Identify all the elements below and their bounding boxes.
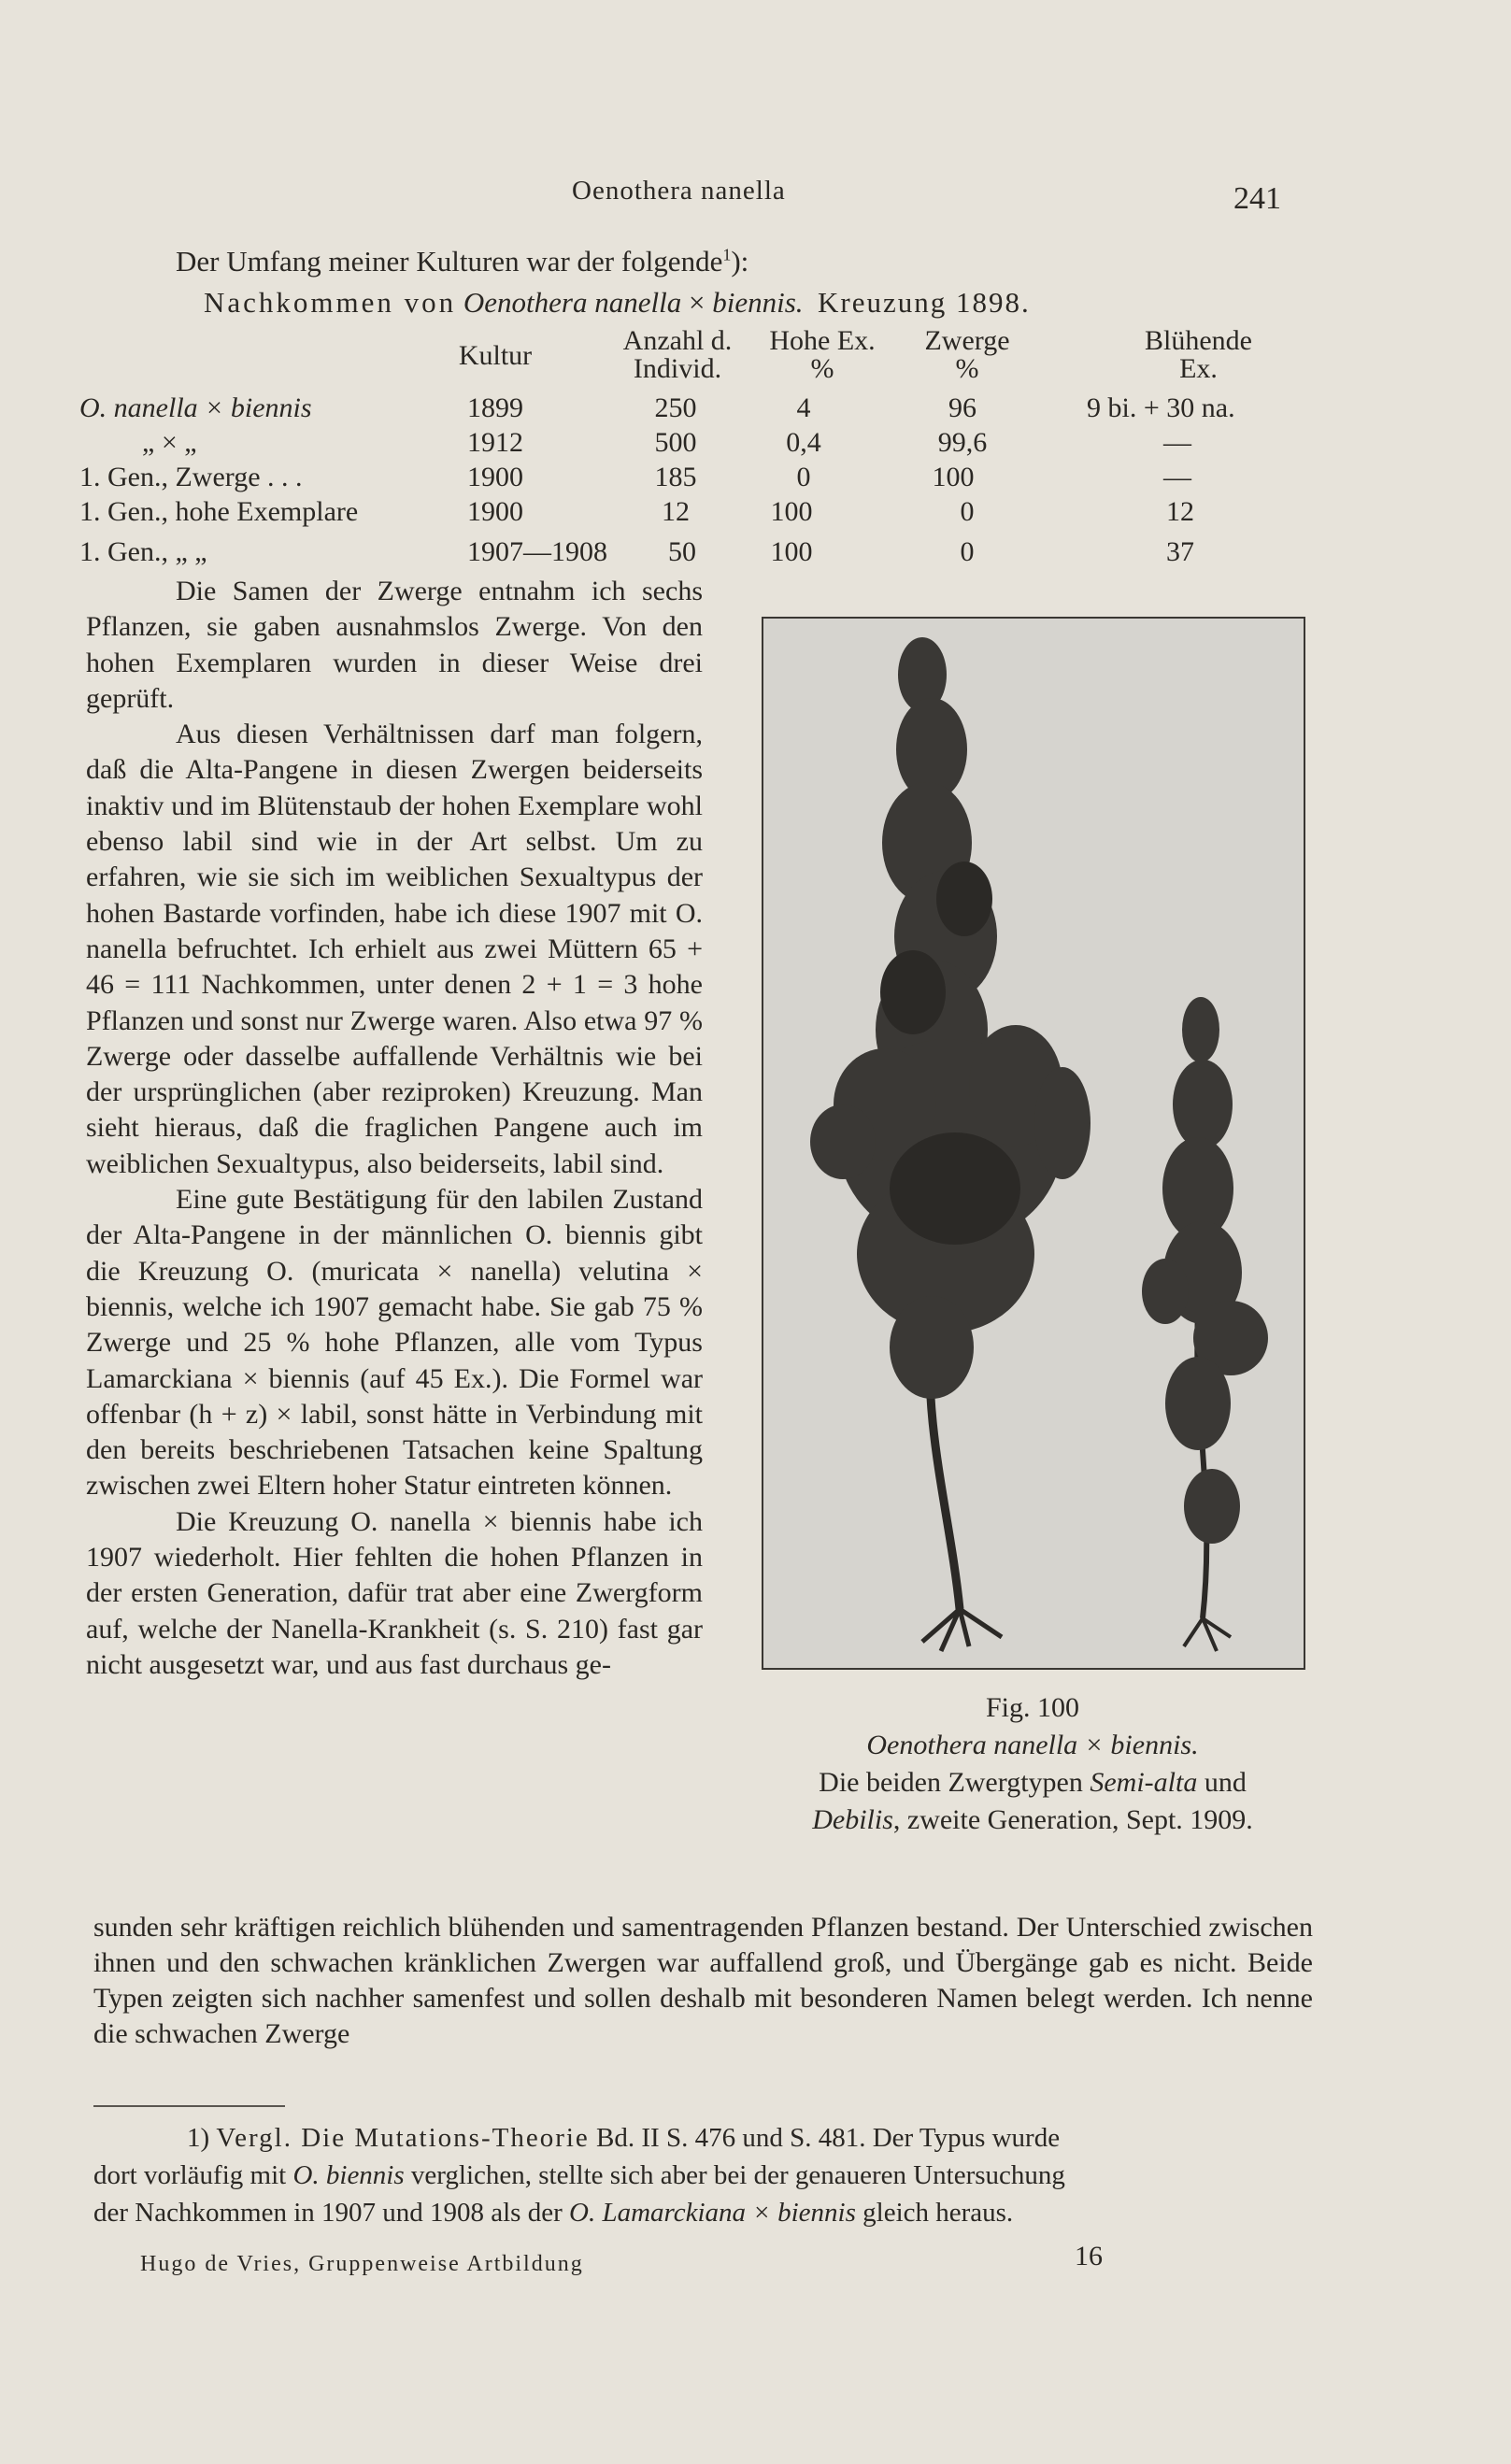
row-label: 1. Gen., „ „ — [79, 536, 207, 567]
col-header-zwerge-1: Zwerge — [924, 325, 1010, 356]
footnote-line-3 — [93, 2194, 1313, 2231]
book-author-line: Hugo de Vries, Gruppenweise Artbildung — [140, 2252, 584, 2276]
signature-mark: 16 — [1075, 2241, 1103, 2272]
cell-anzahl: 50 — [668, 536, 696, 567]
caption-text: , zweite Generation, Sept. 1909. — [892, 1804, 1253, 1835]
figure-description-1 — [757, 1764, 1308, 1802]
page-number: 241 — [1233, 181, 1281, 216]
subtitle-spaced: Nachkommen von — [204, 286, 457, 319]
plant-photograph — [762, 617, 1305, 1670]
row-label: „ × „ — [142, 427, 197, 458]
paragraph-4-continued: sunden sehr kräftigen reichlich blühenden und samentragenden Pflanzen bestand. Der Unterschied zwischen ihnen und den schwachen kränklichen Zwergen war auffallend groß, und Übergänge gab es nicht. Beide Typen zeigten sich nachher samenfest und sollen deshalb mit besonderen Namen belegt werden. Ich nenne die schwachen Zwerge — [93, 1912, 1313, 2049]
cell-zwerge: 0 — [960, 536, 975, 567]
footnote-text: dort vorläufig mit — [93, 2160, 293, 2190]
cell-zwerge: 100 — [932, 462, 975, 492]
col-header-hohe — [757, 327, 888, 383]
caption-italic: Debilis — [812, 1804, 893, 1835]
cell-kultur: 1900 — [467, 496, 523, 527]
col-header-bluehende — [1117, 327, 1280, 383]
paragraph-1: Die Samen der Zwerge entnahm ich sechs Pflanzen, sie gaben ausnahmslos Zwerge. Von den hohen Exemplaren wurden in dieser Weise drei geprüft. — [86, 576, 703, 714]
cell-kultur: 1900 — [467, 462, 523, 492]
col-header-bluehende-2: Ex. — [1179, 353, 1218, 384]
footnote-text: gleich heraus. — [855, 2198, 1014, 2228]
footnote-ref: 1 — [722, 245, 732, 264]
cell-zwerge: 0 — [960, 496, 975, 527]
cell-hohe: 0,4 — [786, 427, 821, 458]
col-header-bluehende-1: Blühende — [1145, 325, 1252, 356]
cell-bluehende: 37 — [1166, 536, 1194, 567]
cell-bluehende: — — [1163, 427, 1191, 458]
caption-italic: Semi-alta — [1090, 1767, 1198, 1798]
cell-hohe: 100 — [770, 496, 813, 527]
footnote-marker: 1) — [187, 2123, 210, 2153]
cell-hohe: 4 — [796, 392, 811, 423]
cell-hohe: 0 — [796, 462, 811, 492]
cell-zwerge: 96 — [948, 392, 976, 423]
footnote-line-1 — [93, 2119, 1313, 2157]
cell-bluehende: 12 — [1166, 496, 1194, 527]
cell-bluehende: 9 bi. + 30 na. — [1087, 392, 1235, 423]
paragraph-3: Eine gute Bestätigung für den labilen Zustand der Alta-Pangene in der männlichen O. biennis gibt die Kreuzung O. (muricata × nanella) velutina × biennis, welche ich 1907 gemacht habe. Sie gab 75 % Zwerge und 25 % hohe Pflanzen, alle vom Typus Lamarckiana × biennis (auf 45 Ex.). Die Formel war offenbar (h + z) × labil, sonst hätte in Verbindung mit den bereits beschriebenen Tatsachen keine Spaltung zwischen zwei Eltern hoher Statur eintreten können. — [86, 1184, 703, 1502]
col-header-zwerge-2: % — [955, 353, 979, 384]
cross-sign: × — [688, 286, 706, 319]
paragraph-4: Die Kreuzung O. nanella × biennis habe ich 1907 wiederholt. Hier fehlten die hohen Pflanzen in der ersten Generation, dafür trat aber eine Zwergform auf, welche der Nanella-Krankheit (s. S. 210) fast gar nicht ausgesetzt war, und aus fast durchaus ge- — [86, 1505, 703, 1680]
footnote-text: Bd. II S. 476 und S. 481. Der Typus wurde — [596, 2123, 1061, 2153]
col-header-hohe-1: Hohe Ex. — [769, 325, 876, 356]
cell-anzahl: 500 — [654, 427, 697, 458]
cell-anzahl: 12 — [662, 496, 690, 527]
cell-hohe: 100 — [770, 536, 813, 567]
figure-description-2 — [757, 1802, 1308, 1839]
footnote — [93, 2119, 1313, 2231]
cell-bluehende: — — [1163, 462, 1191, 492]
col-header-zwerge — [902, 327, 1033, 383]
caption-text: Die beiden Zwergtypen — [819, 1767, 1090, 1798]
cell-anzahl: 185 — [654, 462, 697, 492]
footnote-italic: O. Lamarckiana × biennis — [569, 2198, 856, 2228]
caption-text: und — [1197, 1767, 1247, 1798]
table-subtitle — [204, 286, 1031, 320]
intro-end: ): — [731, 245, 749, 278]
cell-anzahl: 250 — [654, 392, 697, 423]
row-label: 1. Gen., hohe Exemplare — [79, 496, 359, 527]
plant-illustration — [763, 619, 1304, 1668]
intro-text: Der Umfang meiner Kulturen war der folgende — [176, 245, 723, 278]
cell-kultur: 1899 — [467, 392, 523, 423]
figure-label: Fig. 100 — [985, 1692, 1080, 1723]
figure-title: Oenothera nanella × biennis. — [866, 1730, 1199, 1760]
running-header: Oenothera nanella — [572, 176, 786, 206]
cell-kultur: 1907—1908 — [467, 536, 607, 567]
col-header-anzahl-1: Anzahl d. — [622, 325, 733, 356]
footnote-spaced: Vergl. Die Mutations-Theorie — [216, 2123, 590, 2153]
row-label: O. nanella × biennis — [79, 392, 312, 423]
footnote-line-2 — [93, 2157, 1313, 2194]
col-header-anzahl-2: Individ. — [633, 353, 722, 384]
body-text-column — [86, 574, 703, 1683]
row-label: 1. Gen., Zwerge . . . — [79, 462, 303, 492]
footnote-text: verglichen, stellte sich aber bei der genaueren Untersuchung — [404, 2160, 1065, 2190]
cell-kultur: 1912 — [467, 427, 523, 458]
subtitle-crossing: Kreuzung 1898. — [818, 286, 1031, 319]
intro-line — [176, 245, 748, 278]
col-header-hohe-2: % — [810, 353, 834, 384]
paragraph-2: Aus diesen Verhältnissen darf man folgern, daß die Alta-Pangene in diesen Zwergen beiderseits inaktiv und im Blütenstaub der hohen Exemplare wohl ebenso labil sind wie in der Art selbst. Um zu erfahren, wie sie sich im weiblichen Sexualtypus der hohen Bastarde vorfinden, habe ich diese 1907 mit O. nanella befruchtet. Ich erhielt aus zwei Müttern 65 + 46 = 111 Nachkommen, unter denen 2 + 1 = 3 hohe Pflanzen und sonst nur Zwerge waren. Also etwa 97 % Zwerge oder dasselbe auffallende Verhältnis wie bei der ursprünglichen (aber reziproken) Kreuzung. Man sieht hieraus, daß die fraglichen Pangene auch im weiblichen Sexualtypus, also beiderseits, labil sind. — [86, 719, 703, 1179]
footnote-italic: O. biennis — [292, 2160, 405, 2190]
subtitle-species: Oenothera nanella — [463, 286, 682, 319]
cell-zwerge: 99,6 — [937, 427, 988, 458]
footnote-rule — [93, 2105, 285, 2107]
subtitle-species2: biennis. — [712, 286, 804, 319]
col-header-kultur: Kultur — [458, 340, 533, 371]
col-header-anzahl — [598, 327, 757, 383]
footnote-text: der Nachkommen in 1907 und 1908 als der — [93, 2198, 570, 2228]
